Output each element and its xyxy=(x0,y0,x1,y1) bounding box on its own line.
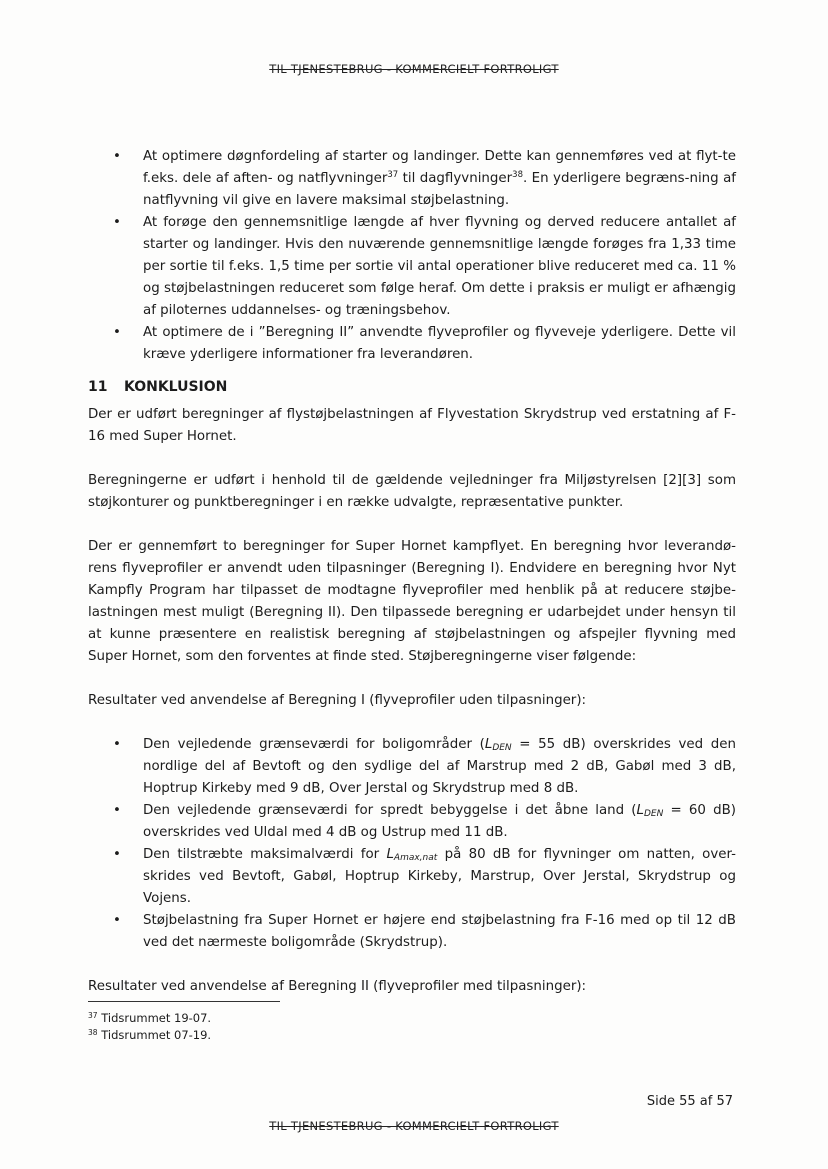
footnote-38: $^{38}$ Tidsrummet 07-19. xyxy=(88,1028,212,1042)
bullet-icon: • xyxy=(113,737,121,752)
bullet-text: til dagflyvninger xyxy=(398,171,513,186)
bullet-icon: • xyxy=(113,149,121,164)
list-item xyxy=(88,910,736,954)
list-item xyxy=(88,212,736,322)
list-item xyxy=(88,734,736,800)
footnote-37: $^{37}$ Tidsrummet 19-07. xyxy=(88,1011,212,1025)
footnote-ref[interactable]: 38 xyxy=(512,170,523,180)
measures-list xyxy=(88,146,736,366)
bullet-text: At optimere de i ”Beregning II” anvendte flyveprofiler og flyveveje yderligere. Dette vil kræve yderligere informationer fra leverandøren. xyxy=(143,325,736,362)
footnote-ref[interactable]: 37 xyxy=(387,170,399,180)
footnotes xyxy=(88,1010,211,1044)
list-item xyxy=(88,322,736,366)
results-list xyxy=(88,734,736,954)
confidentiality-footer: TIL TJENESTEBRUG - KOMMERCIELT FORTROLIGT xyxy=(269,1119,559,1133)
section-number: 11 xyxy=(88,379,108,395)
bullet-text: . En yderligere begræns-ning af natflyvning vil give en lavere maksimal støjbelastning. xyxy=(143,171,736,208)
bullet-text: Den tilstræbte maksimalværdi for xyxy=(143,847,387,862)
bullet-text: Den vejledende grænseværdi for spredt bebyggelse i det åbne land ( xyxy=(143,803,637,818)
bullet-icon: • xyxy=(113,215,121,230)
page-number: Side 55 af 57 xyxy=(646,1094,733,1109)
confidentiality-header: TIL TJENESTEBRUG - KOMMERCIELT FORTROLIGT xyxy=(269,62,559,76)
paragraph-calculations: Der er gennemført to beregninger for Super Hornet kampflyet. En beregning hvor leverandø-rens flyveprofiler er anvendt uden tilpasninger (Beregning I). Endvidere en beregning hvor Nyt Kampfly Program har tilpasset de modtagne flyveprofiler med henblik på at reducere støjbe-lastningen mest muligt (Beregning II). Den tilpassede beregning er udarbejdet under hensyn til at kunne præsentere en realistisk beregning af støjbelastningen og afspejler flyvning med Super Hornet, som den forventes at finde sted. Støjberegningerne viser følgende: xyxy=(88,539,736,664)
list-item xyxy=(88,800,736,844)
bullet-icon: • xyxy=(113,325,121,340)
paragraph-results-1-intro: Resultater ved anvendelse af Beregning I (flyveprofiler uden tilpasninger): xyxy=(88,693,587,708)
bullet-text: At optimere døgnfordeling af starter og landinger. Dette kan gennemføres ved at flyt-te f.eks. dele af aften- og natflyvninger xyxy=(143,149,736,186)
section-heading xyxy=(88,376,736,398)
bullet-text: Støjbelastning fra Super Hornet er højere end støjbelastning fra F-16 med op til 12 dB ved det nærmeste boligområde (Skrydstrup). xyxy=(143,913,736,950)
metric-symbol: $L_{DEN}$ xyxy=(484,737,512,753)
metric-symbol: $L_{Amax,nat}$ xyxy=(386,847,438,863)
bullet-icon: • xyxy=(113,803,121,818)
bullet-icon: • xyxy=(113,913,121,928)
bullet-text: Den vejledende grænseværdi for boligområder ( xyxy=(143,737,485,752)
bullet-text: = 60 dB) overskrides ved Uldal med 4 dB og Ustrup med 11 dB. xyxy=(143,803,736,840)
bullet-text: At forøge den gennemsnitlige længde af hver flyvning og derved reducere antallet af starter og landinger. Hvis den nuværende gennemsnitlige længde forøges fra 1,33 time per sortie til f.eks. 1,5 time per sortie vil antal operationer blive reduceret med ca. 11 % og støjbelastningen reduceret som følge heraf. Om dette i praksis er muligt er afhængig af piloternes uddannelses- og træningsbehov. xyxy=(143,215,736,318)
metric-symbol: $L_{DEN}$ xyxy=(636,803,664,819)
paragraph-results-2-intro: Resultater ved anvendelse af Beregning II (flyveprofiler med tilpasninger): xyxy=(88,979,587,994)
list-item xyxy=(88,146,736,212)
paragraph-method: Beregningerne er udført i henhold til de gældende vejledninger fra Miljøstyrelsen [2][3] som støjkonturer og punktberegninger i en række udvalgte, repræsentative punkter. xyxy=(88,473,736,510)
section-title: KONKLUSION xyxy=(124,379,228,395)
footnote-divider xyxy=(88,1001,280,1002)
list-item xyxy=(88,844,736,910)
bullet-text: = 55 dB) overskrides ved den nordlige del af Bevtoft og den sydlige del af Marstrup med 2 dB, Gabøl med 3 dB, Hoptrup Kirkeby med 9 dB, Over Jerstal og Skrydstrup med 8 dB. xyxy=(143,737,736,796)
paragraph-intro: Der er udført beregninger af flystøjbelastningen af Flyvestation Skrydstrup ved erstatning af F-16 med Super Hornet. xyxy=(88,407,736,444)
bullet-text: på 80 dB for flyvninger om natten, over-skrides ved Bevtoft, Gabøl, Hoptrup Kirkeby, Marstrup, Over Jerstal, Skrydstrup og Vojens. xyxy=(143,847,736,906)
page-content xyxy=(88,146,736,1020)
bullet-icon: • xyxy=(113,847,121,862)
